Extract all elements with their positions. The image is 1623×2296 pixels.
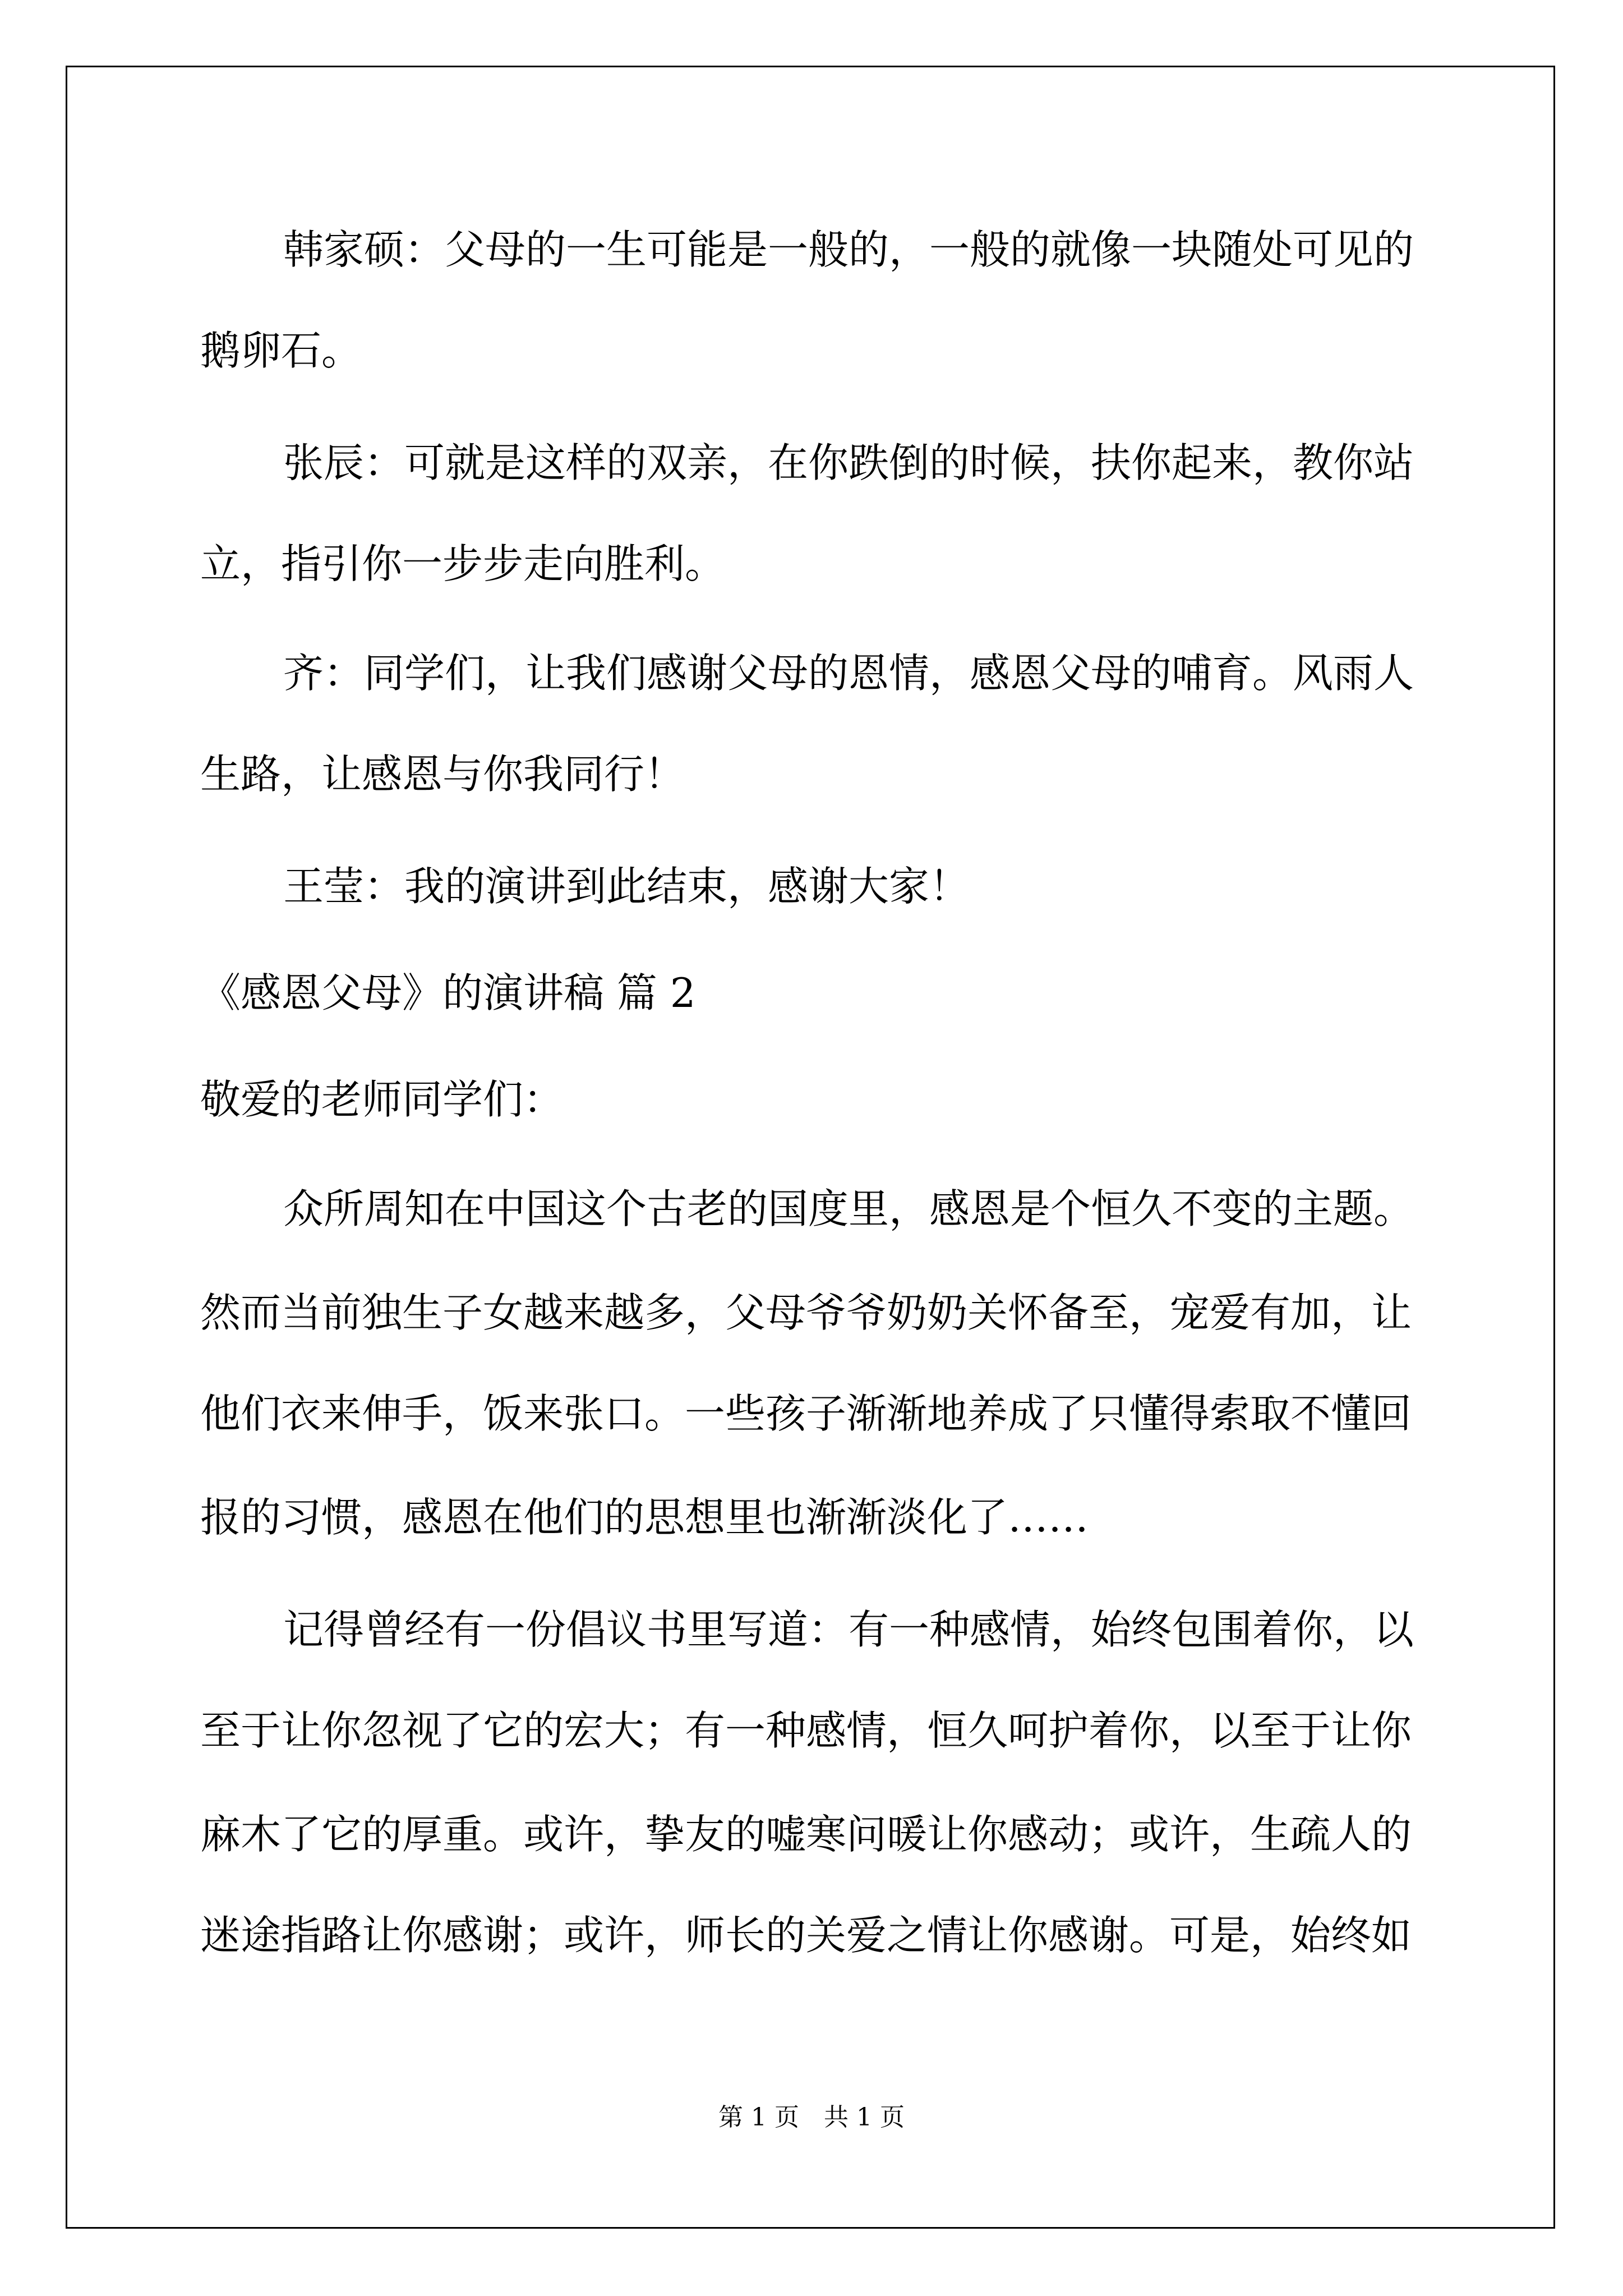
paragraph-line: 报的习惯，感恩在他们的思想里也渐渐淡化了…… (200, 1494, 1089, 1541)
document-body (200, 0, 1434, 2019)
paragraph-line: 张辰：可就是这样的双亲，在你跌倒的时候，扶你起来，教你站 (283, 439, 1414, 486)
salutation: 敬爱的老师同学们： (200, 1076, 564, 1123)
page-footer: 第 1 页 共 1 页 (718, 2103, 905, 2132)
paragraph-line: 记得曾经有一份倡议书里写道：有一种感情，始终包围着你，以 (283, 1606, 1414, 1653)
paragraph-line: 鹅卵石。 (200, 327, 362, 374)
section-heading: 《感恩父母》的演讲稿 篇 2 (200, 969, 696, 1016)
paragraph-line: 至于让你忽视了它的宏大；有一种感情，恒久呵护着你，以至于让你 (200, 1707, 1412, 1754)
paragraph-line: 齐：同学们，让我们感谢父母的恩情，感恩父母的哺育。风雨人 (283, 650, 1414, 697)
paragraph-line: 迷途指路让你感谢；或许，师长的关爱之情让你感谢。可是，始终如 (200, 1912, 1412, 1959)
paragraph-line: 他们衣来伸手，饭来张口。一些孩子渐渐地养成了只懂得索取不懂回 (200, 1390, 1412, 1437)
paragraph-line: 韩家硕：父母的一生可能是一般的，一般的就像一块随处可见的 (283, 226, 1414, 273)
paragraph-line: 生路，让感恩与你我同行！ (200, 751, 685, 798)
paragraph-line: 王莹：我的演讲到此结束，感谢大家！ (283, 863, 970, 910)
paragraph-line: 众所周知在中国这个古老的国度里，感恩是个恒久不变的主题。 (283, 1185, 1414, 1232)
paragraph-line: 然而当前独生子女越来越多，父母爷爷奶奶关怀备至，宠爱有加，让 (200, 1289, 1412, 1336)
paragraph-line: 麻木了它的厚重。或许，挚友的嘘寒问暖让你感动；或许，生疏人的 (200, 1811, 1412, 1858)
paragraph-line: 立，指引你一步步走向胜利。 (200, 540, 726, 587)
